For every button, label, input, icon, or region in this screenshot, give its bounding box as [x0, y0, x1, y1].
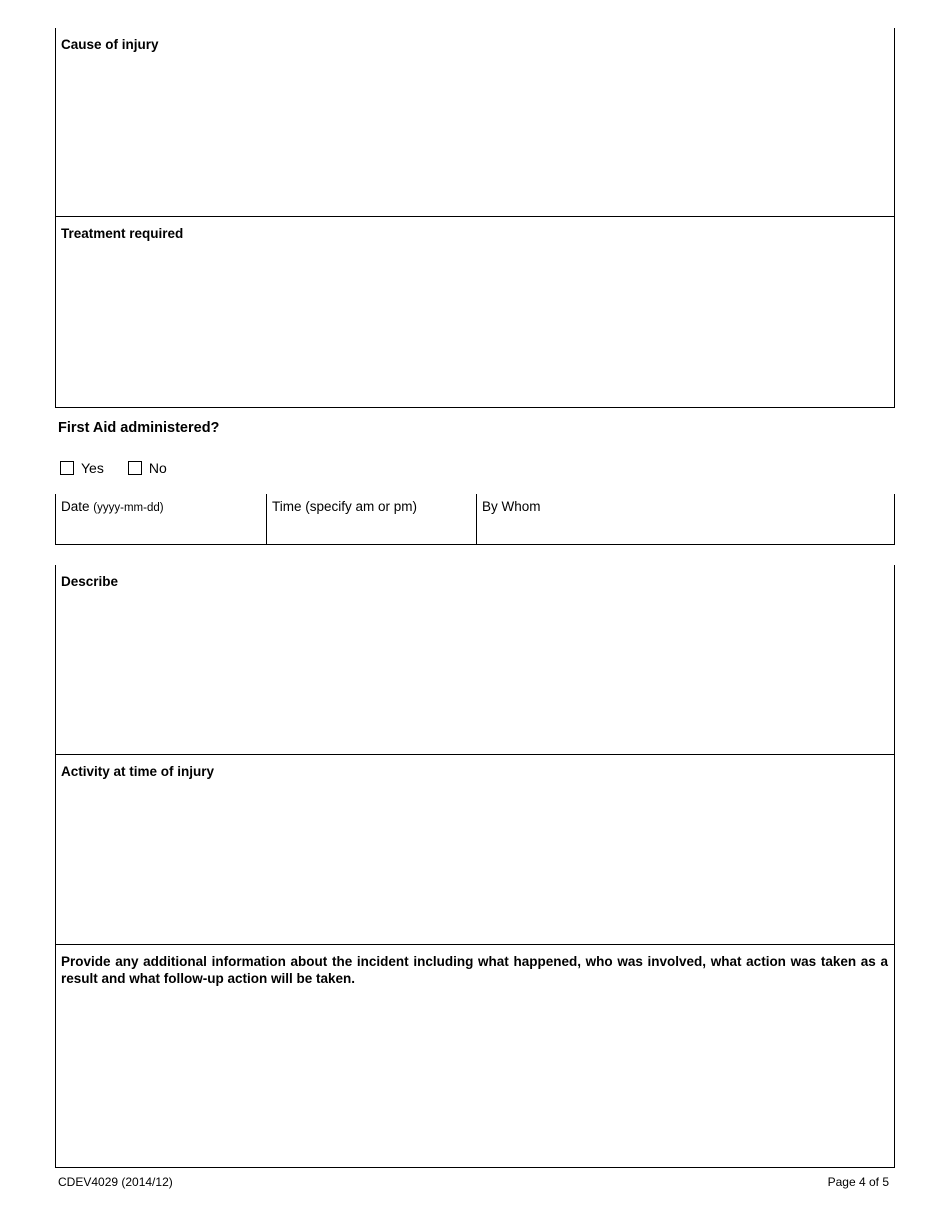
- first-aid-yes-option[interactable]: [60, 460, 104, 476]
- first-aid-options: [60, 460, 191, 476]
- date-label-text: Date: [61, 499, 90, 514]
- describe-label: Describe: [61, 574, 119, 589]
- first-aid-by-whom-cell[interactable]: [476, 494, 894, 544]
- cause-of-injury-input[interactable]: [56, 28, 894, 216]
- activity-input[interactable]: [56, 755, 894, 944]
- treatment-required-label: Treatment required: [61, 226, 184, 241]
- first-aid-yes-checkbox[interactable]: [60, 461, 74, 475]
- describe-field: [56, 565, 894, 755]
- first-aid-yes-label: Yes: [81, 460, 104, 476]
- activity-label: Activity at time of injury: [61, 764, 215, 779]
- cause-of-injury-label: Cause of injury: [61, 37, 159, 52]
- form-code: CDEV4029 (2014/12): [58, 1175, 173, 1189]
- date-format-hint: (yyyy-mm-dd): [93, 502, 164, 514]
- cause-of-injury-field: [56, 28, 894, 217]
- treatment-required-input[interactable]: [56, 217, 894, 406]
- first-aid-by-whom-label: By Whom: [482, 499, 541, 514]
- first-aid-date-label: [61, 499, 164, 514]
- first-aid-date-cell[interactable]: [56, 494, 266, 544]
- page-number: Page 4 of 5: [827, 1175, 889, 1189]
- treatment-required-field: [56, 217, 894, 406]
- describe-input[interactable]: [56, 565, 894, 754]
- first-aid-time-label: Time (specify am or pm): [272, 499, 418, 514]
- first-aid-no-checkbox[interactable]: [128, 461, 142, 475]
- first-aid-heading: First Aid administered?: [58, 420, 220, 436]
- additional-info-field: [56, 945, 894, 1167]
- first-aid-details-row: [55, 494, 895, 545]
- additional-info-input[interactable]: [56, 945, 894, 1167]
- additional-info-label: Provide any additional information about the incident including what happened, who was involved, what action was taken as a result and what follow-up action will be taken.: [61, 954, 888, 986]
- incident-description-box: [55, 565, 895, 1168]
- first-aid-time-cell[interactable]: [266, 494, 476, 544]
- activity-field: [56, 755, 894, 945]
- first-aid-no-option[interactable]: [128, 460, 167, 476]
- first-aid-no-label: No: [148, 460, 167, 476]
- injury-details-box: [55, 28, 895, 408]
